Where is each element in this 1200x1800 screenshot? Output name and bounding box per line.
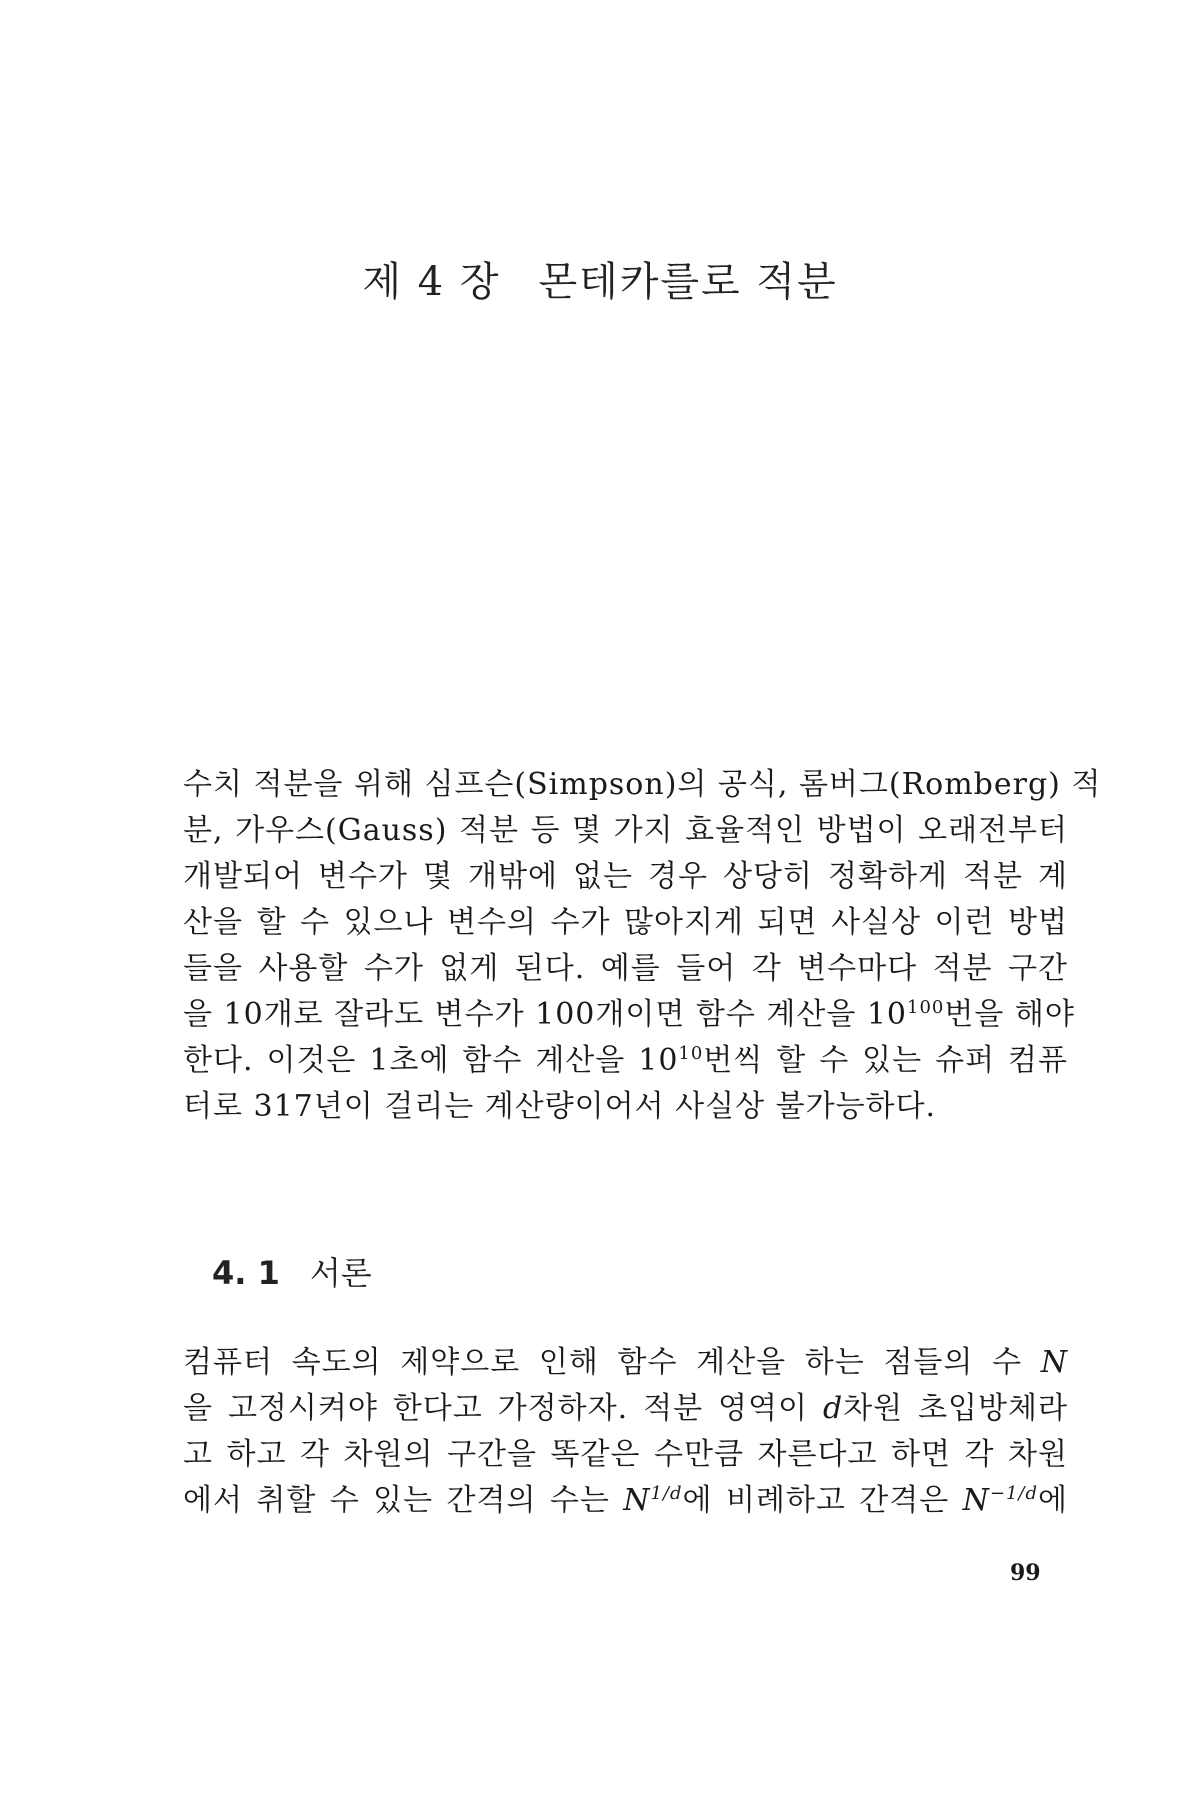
section-number: 4. 1 [212,1254,280,1292]
text-segment: 에서 취할 수 있는 간격의 수는 [183,1483,624,1518]
section-title: 서론 [309,1254,372,1292]
superscript [990,1483,1038,1504]
section-heading [212,1248,372,1294]
text-segment: 한다. 이것은 1초에 함수 계산을 10 [183,1043,679,1078]
chapter-title-text: 몬테카를로 적분 [538,259,838,305]
text-segment: 번을 해야 [944,997,1075,1032]
text-segment: 차원 초입방체라 [843,1391,1068,1426]
text-segment: 컴퓨터 속도의 제약으로 인해 함수 계산을 하는 점들의 수 [183,1345,1041,1380]
text-segment: 을 10개로 잘라도 변수가 100개이면 함수 계산을 10 [183,997,908,1032]
text-line: 터로 317년이 걸리는 계산량이어서 사실상 불가능하다. [183,1089,937,1124]
math-variable: N [1040,1345,1068,1380]
intro-paragraph [183,762,1102,1130]
math-exponent: −1/d [989,1483,1039,1504]
text-line [183,992,1075,1038]
section-paragraph [183,1340,1068,1524]
math-variable: N [623,1483,651,1518]
text-segment: 을 고정시켜야 한다고 가정하자. 적분 영역이 [183,1391,823,1426]
chapter-title [0,250,1200,307]
math-variable: d [822,1391,844,1426]
math-variable: N [962,1483,990,1518]
text-line: 산을 할 수 있으나 변수의 수가 많아지게 되면 사실상 이런 방법 [183,905,1068,940]
math-exponent: 1/d [650,1483,683,1504]
superscript [651,1483,683,1504]
text-segment: 에 [1038,1483,1068,1518]
superscript: 100 [907,997,945,1018]
text-line: 고 하고 각 차원의 구간을 똑같은 수만큼 자른다고 하면 각 차원 [183,1437,1068,1472]
text-line [183,1478,1068,1524]
chapter-number: 제 4 장 [362,259,501,305]
text-line [183,1340,1068,1386]
page-number: 99 [1010,1560,1041,1586]
text-segment: 에 비례하고 간격은 [682,1483,963,1518]
text-line [183,1038,1068,1084]
text-segment: 번씩 할 수 있는 슈퍼 컴퓨 [703,1043,1068,1078]
text-line [183,1386,1068,1432]
text-line: 분, 가우스(Gauss) 적분 등 몇 가지 효율적인 방법이 오래전부터 [183,813,1068,848]
text-line: 개발되어 변수가 몇 개밖에 없는 경우 상당히 정확하게 적분 계 [183,859,1068,894]
text-line: 수치 적분을 위해 심프슨(Simpson)의 공식, 롬버그(Romberg) 적 [183,767,1102,802]
text-line: 들을 사용할 수가 없게 된다. 예를 들어 각 변수마다 적분 구간 [183,951,1068,986]
superscript: 10 [678,1043,704,1064]
